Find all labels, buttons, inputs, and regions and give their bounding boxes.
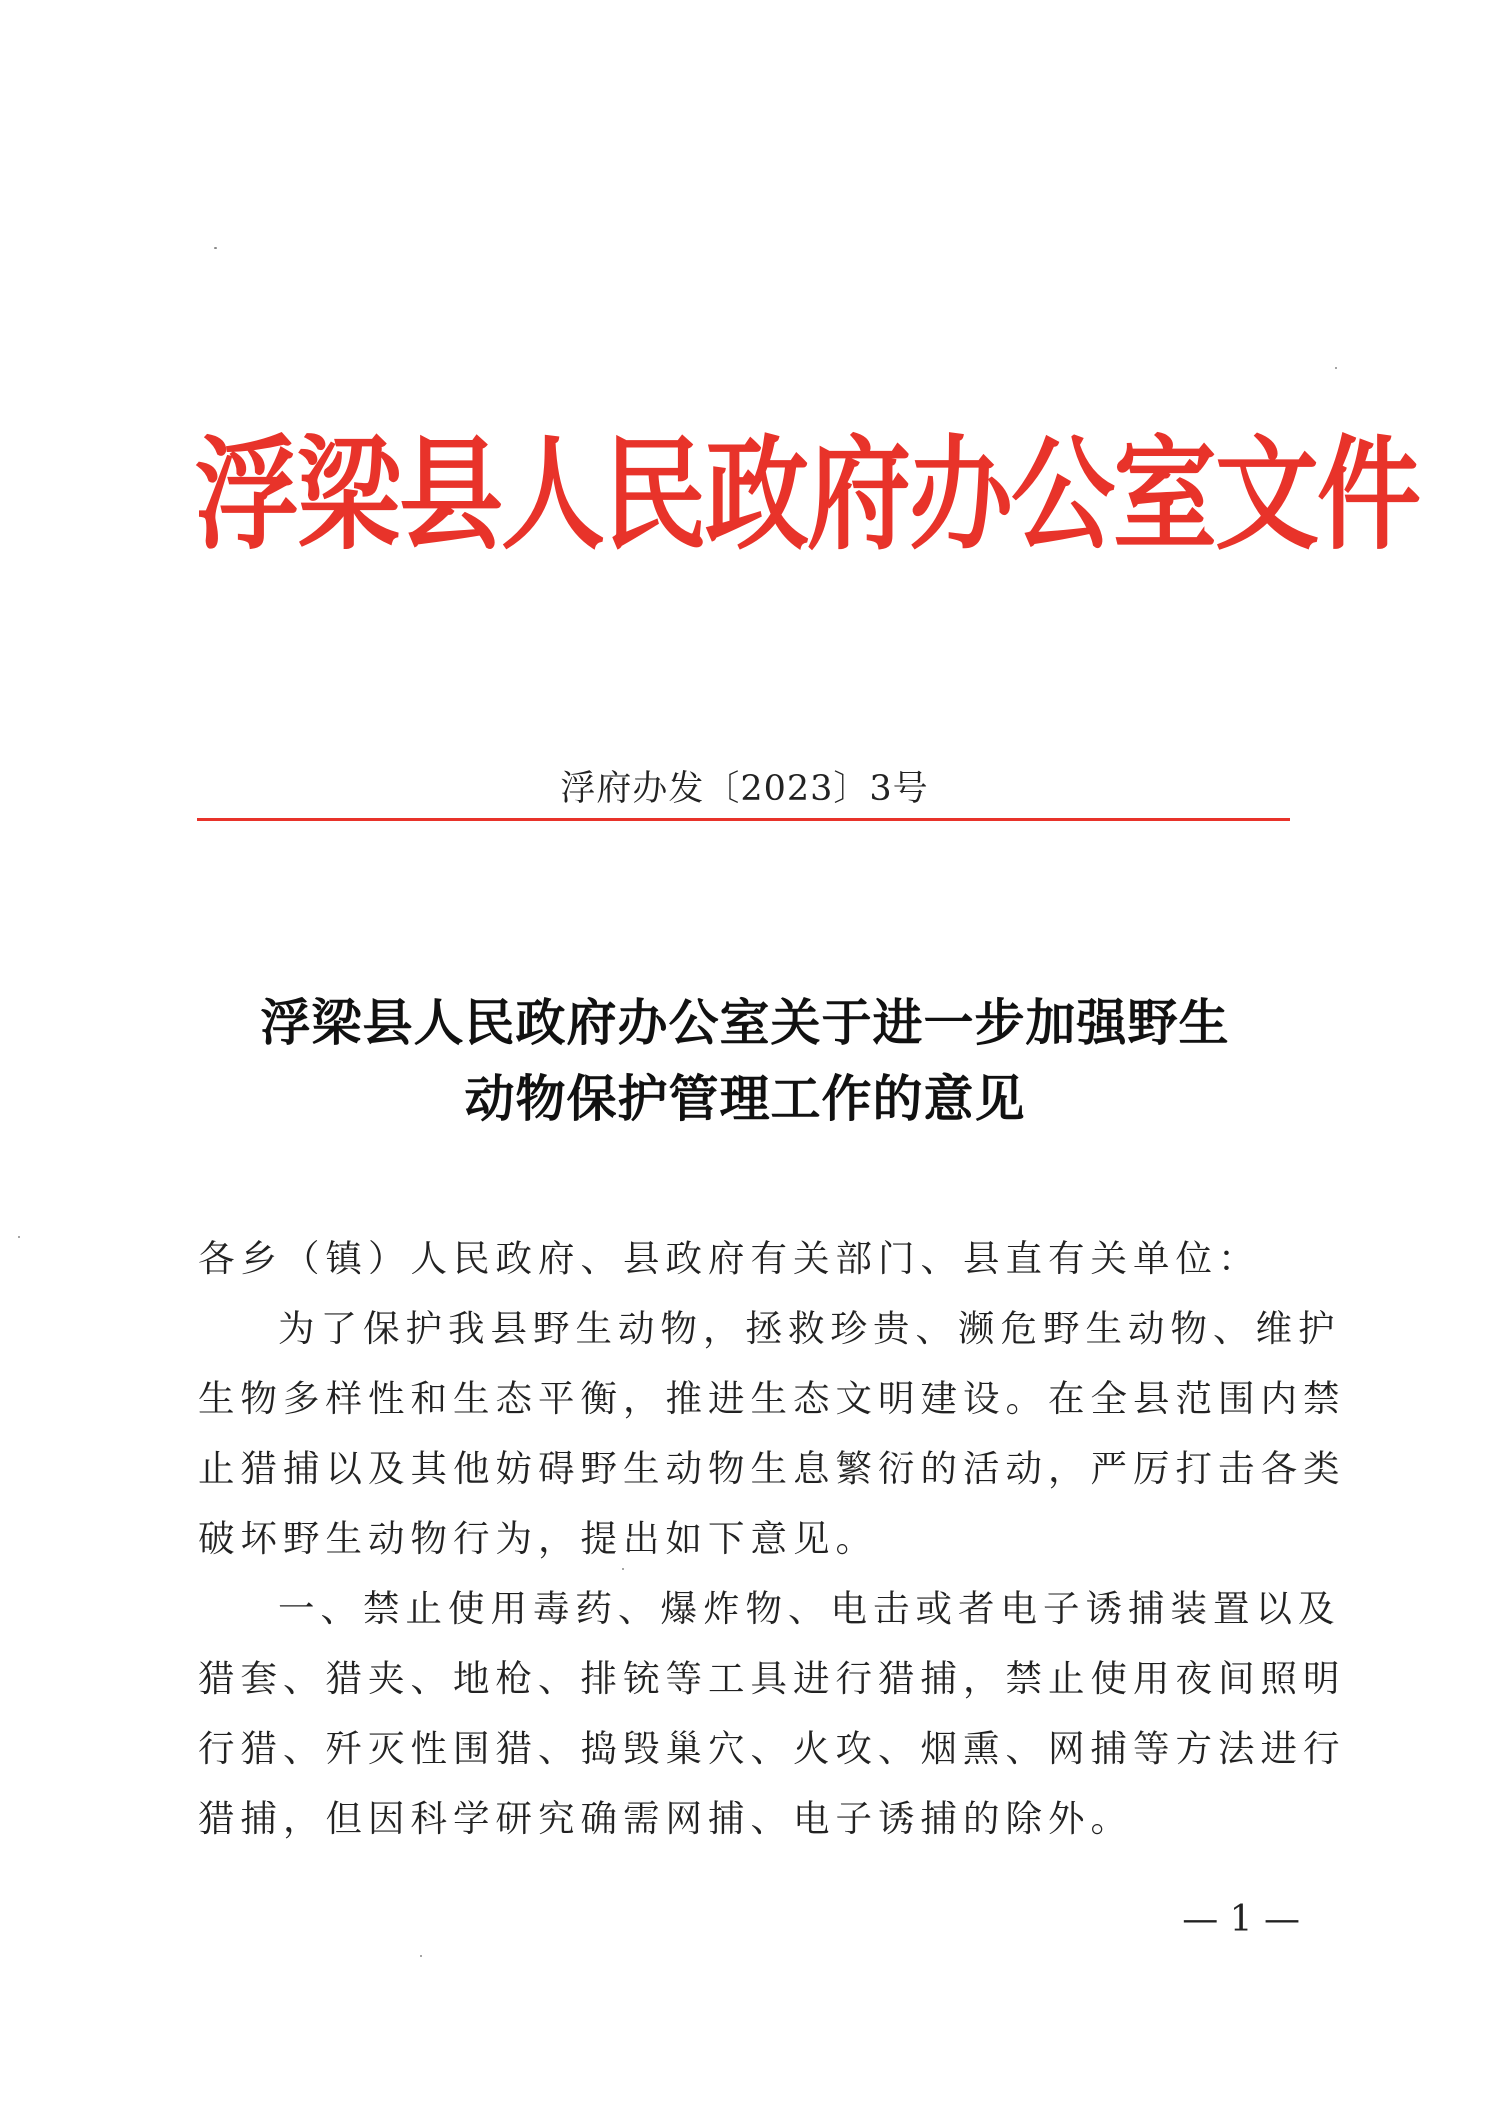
document-masthead: 浮梁县人民政府办公室文件 [195, 421, 1420, 567]
red-divider-line [197, 818, 1290, 821]
paragraph-line: 行猎、歼灭性围猎、捣毁巢穴、火攻、烟熏、网捕等方法进行 [198, 1727, 1346, 1770]
paragraph-line: 为了保护我县野生动物，拯救珍贵、濒危野生动物、维护 [278, 1307, 1341, 1350]
paragraph-line: 破坏野生动物行为，提出如下意见。 [198, 1517, 878, 1560]
scan-speck [214, 247, 217, 249]
paragraph-line: 猎套、猎夹、地枪、排铳等工具进行猎捕，禁止使用夜间照明 [198, 1657, 1346, 1700]
scan-speck [1335, 367, 1337, 369]
scan-speck [622, 1568, 624, 1570]
paragraph-1 [198, 1294, 1346, 1574]
title-line-2: 动物保护管理工作的意见 [464, 1069, 1026, 1128]
page-number: — 1 — [1182, 1899, 1300, 1940]
title-line-1: 浮梁县人民政府办公室关于进一步加强野生 [260, 993, 1230, 1052]
document-body [198, 1224, 1346, 1854]
scan-speck [18, 1236, 20, 1238]
document-number: 浮府办发〔2023〕3号 [560, 769, 929, 809]
paragraph-line: 止猎捕以及其他妨碍野生动物生息繁衍的活动，严厉打击各类 [198, 1447, 1346, 1490]
paragraph-line: 猎捕，但因科学研究确需网捕、电子诱捕的除外。 [198, 1797, 1133, 1840]
document-title [200, 985, 1290, 1137]
paragraph-2 [198, 1574, 1346, 1854]
salutation: 各乡（镇）人民政府、县政府有关部门、县直有关单位： [198, 1237, 1261, 1280]
scan-speck [420, 1955, 422, 1957]
paragraph-line: 生物多样性和生态平衡，推进生态文明建设。在全县范围内禁 [198, 1377, 1346, 1420]
paragraph-line: 一、禁止使用毒药、爆炸物、电击或者电子诱捕装置以及 [278, 1587, 1341, 1630]
